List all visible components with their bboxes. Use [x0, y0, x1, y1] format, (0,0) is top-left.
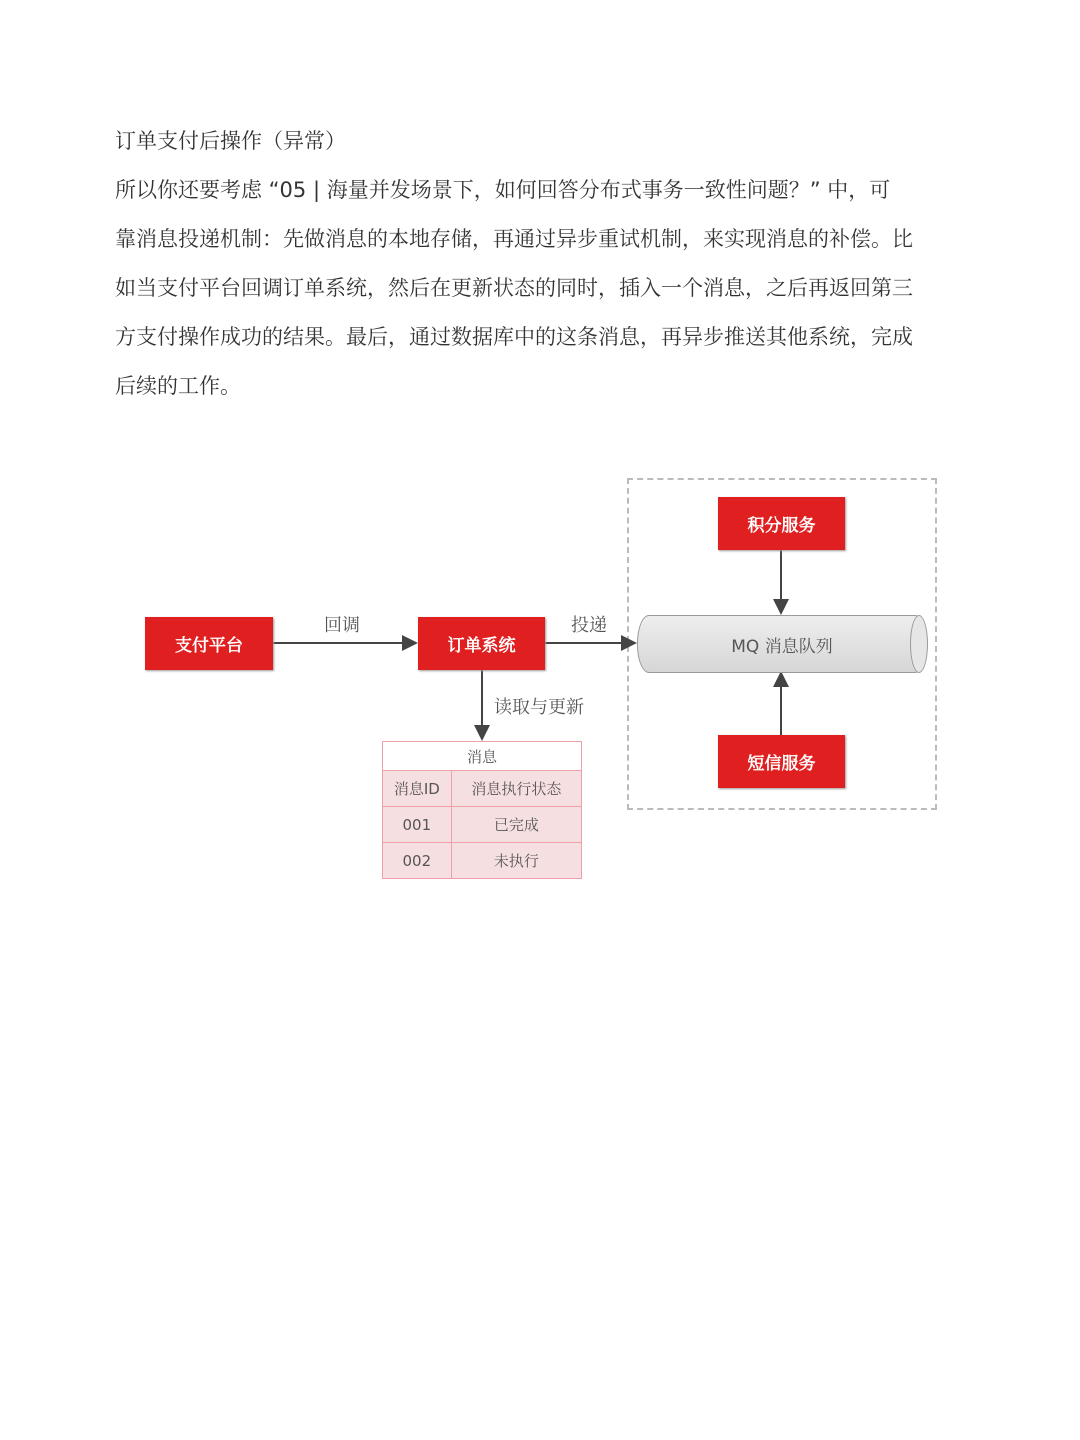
points-service-node: 积分服务	[718, 497, 845, 550]
paragraph-line: 所以你还要考虑 “05 | 海量并发场景下，如何回答分布式事务一致性问题？” 中，可	[115, 178, 891, 202]
table-header: 消息ID	[383, 771, 452, 807]
table-cell: 已完成	[451, 807, 581, 843]
paragraph-line: 如当支付平台回调订单系统，然后在更新状态的同时，插入一个消息，之后再返回第三	[115, 276, 913, 300]
table-cell: 001	[383, 807, 452, 843]
table-cell: 未执行	[451, 843, 581, 879]
section-heading: 订单支付后操作（异常）	[115, 129, 346, 153]
mq-queue-node: MQ 消息队列	[637, 615, 927, 673]
table-title: 消息	[383, 742, 582, 771]
edge-label-callback: 回调	[324, 615, 360, 636]
sms-service-node: 短信服务	[718, 735, 845, 788]
order-system-node: 订单系统	[418, 617, 545, 670]
table-row	[383, 807, 582, 843]
table-row	[383, 843, 582, 879]
table-cell: 002	[383, 843, 452, 879]
paragraph-line: 方支付操作成功的结果。最后，通过数据库中的这条消息，再异步推送其他系统，完成	[115, 325, 913, 349]
paragraph-line: 后续的工作。	[115, 374, 241, 398]
mq-cylinder-end	[910, 615, 928, 673]
table-header: 消息执行状态	[451, 771, 581, 807]
payment-platform-node: 支付平台	[145, 617, 273, 670]
message-table	[382, 741, 582, 879]
paragraph-line: 靠消息投递机制：先做消息的本地存储，再通过异步重试机制，来实现消息的补偿。比	[115, 227, 913, 251]
edge-label-read-update: 读取与更新	[494, 697, 584, 718]
edge-label-deliver: 投递	[571, 615, 607, 636]
